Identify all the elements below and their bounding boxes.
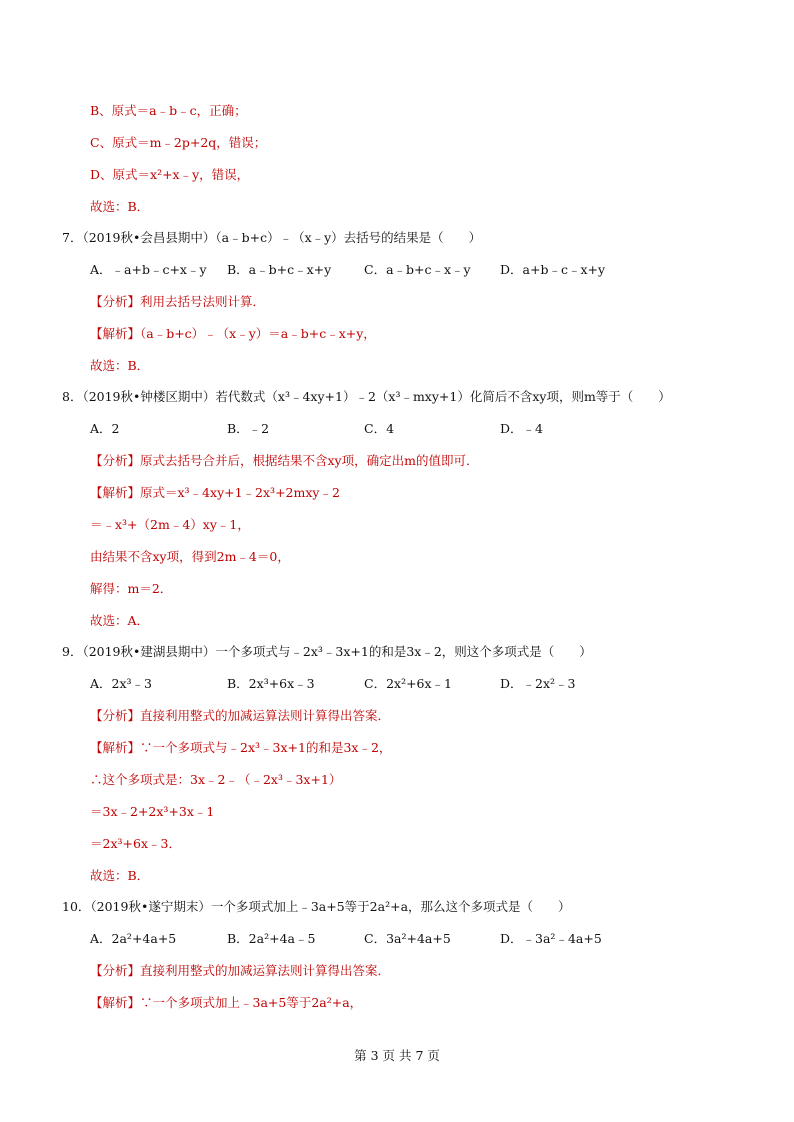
solution: 【解析】∵一个多项式与﹣2x³﹣3x+1的和是3x﹣2， [90,740,392,755]
option-c: C．3a²+4a+5 [364,931,451,946]
option-a: A．2 [90,421,120,436]
option-c: C．4 [364,421,395,436]
question-8: 8．（2019秋•钟楼区期中）若代数式（x³﹣4xy+1）﹣2（x³﹣mxy+1）化简后不含xy项，则m等于（ ） [62,389,671,404]
solution-step: ＝﹣x³+（2m﹣4）xy﹣1， [90,517,250,532]
option-b: B．2x³+6x﹣3 [227,676,315,691]
solution-step: ∴这个多项式是：3x﹣2﹣（﹣2x³﹣3x+1） [90,772,342,787]
text-line: D、原式＝x²+x﹣y，错误， [90,167,250,182]
solution-step: ＝3x﹣2+2x³+3x﹣1 [90,804,215,819]
option-a: A．2x³﹣3 [90,676,152,691]
text-line: B、原式＝a﹣b﹣c，正确； [90,103,247,118]
option-d: D．a+b﹣c﹣x+y [500,262,606,277]
solution: 【解析】原式＝x³﹣4xy+1﹣2x³+2mxy﹣2 [90,485,340,500]
answer: 故选：B． [90,358,150,373]
option-d: D．﹣4 [500,421,543,436]
analysis: 【分析】直接利用整式的加减运算法则计算得出答案． [90,708,391,723]
option-b: B．2a²+4a﹣5 [227,931,316,946]
option-c: C．a﹣b+c﹣x﹣y [364,262,471,277]
page-footer: 第 3 页 共 7 页 [354,1048,440,1063]
option-a: A．﹣a+b﹣c+x﹣y [90,262,207,277]
text-line: C、原式＝m﹣2p+2q，错误； [90,135,267,150]
option-c: C．2x²+6x﹣1 [364,676,453,691]
solution: 【解析】（a﹣b+c）﹣（x﹣y）＝a﹣b+c﹣x+y， [90,326,376,341]
option-d: D．﹣2x²﹣3 [500,676,576,691]
option-d: D．﹣3a²﹣4a+5 [500,931,602,946]
solution-step: ＝2x³+6x﹣3． [90,836,181,851]
analysis: 【分析】直接利用整式的加减运算法则计算得出答案． [90,963,391,978]
question-10: 10．（2019秋•遂宁期末）一个多项式加上﹣3a+5等于2a²+a，那么这个多项式是（ ） [62,899,571,914]
answer: 故选：B． [90,868,150,883]
solution: 【解析】∵一个多项式加上﹣3a+5等于2a²+a， [90,995,363,1010]
solution-step: 解得：m＝2． [90,581,173,596]
analysis: 【分析】原式去括号合并后，根据结果不含xy项，确定出m的值即可． [90,453,479,468]
question-9: 9．（2019秋•建湖县期中）一个多项式与﹣2x³﹣3x+1的和是3x﹣2，则这个多项式是（ ） [62,644,592,659]
analysis: 【分析】利用去括号法则计算． [90,294,266,309]
solution-step: 由结果不含xy项，得到2m﹣4＝0， [90,549,290,564]
option-a: A．2a²+4a+5 [90,931,177,946]
answer: 故选：A． [90,613,150,628]
option-b: B．a﹣b+c﹣x+y [227,262,332,277]
question-7: 7．（2019秋•会昌县期中）（a﹣b+c）﹣（x﹣y）去括号的结果是（ ） [62,230,482,245]
option-b: B．﹣2 [227,421,270,436]
text-line: 故选：B． [90,199,150,214]
